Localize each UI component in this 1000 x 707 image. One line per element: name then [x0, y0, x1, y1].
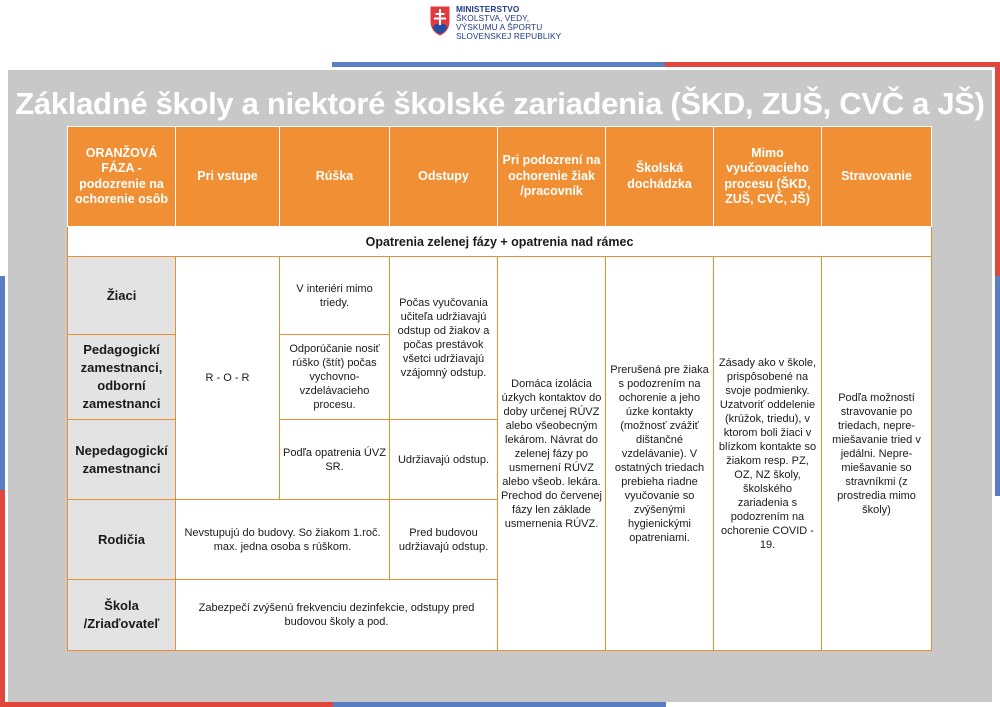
ministry-line-3: VÝSKUMU A ŠPORTU — [456, 22, 543, 32]
row-label-parents: Rodičia — [68, 500, 176, 580]
header-masks: Rúška — [280, 127, 390, 227]
cell-masks-teachers: Odporúčanie nosiť rúško (štít) počas vychovno-vzdelávacieho procesu. — [280, 335, 390, 420]
cell-masks-nonteaching: Podľa opatrenia ÚVZ SR. — [280, 420, 390, 500]
decor-stripe-bottom-red — [0, 702, 333, 707]
cell-masks-pupils: V interiéri mimo triedy. — [280, 257, 390, 335]
cell-distance-pupils-teachers: Počas vyučovania učiteľa udržiavajú odstup od žiakov a počas prestávok všetci udržiavajú vzájomný odstup. — [390, 257, 498, 420]
measures-table — [67, 126, 932, 651]
header-dining: Stravovanie — [822, 127, 932, 227]
cell-dining: Podľa možností stravovanie po triedach, nepre-miešavanie tried v jedálni. Nepre-miešavanie so stravníkmi (z prostredia mimo školy) — [822, 257, 932, 651]
cell-attendance: Prerušená pre žiaka s podozrením na ochorenie a jeho úzke kontakty (možnosť zvážiť dištančné vzdelávanie). V ostatných triedach prebieha riadne vyučovanie so zvýšenými hygienickými opatreniami. — [606, 257, 714, 651]
cell-parents-distance: Pred budovou udržiavajú odstup. — [390, 500, 498, 580]
header-distance: Odstupy — [390, 127, 498, 227]
ministry-line-1: MINISTERSTVO — [456, 4, 520, 14]
green-phase-band: Opatrenia zelenej fázy + opatrenia nad rámec — [68, 227, 932, 257]
decor-stripe-right-blue — [995, 276, 1000, 496]
cell-entry-staff: R - O - R — [176, 257, 280, 500]
slovak-coat-of-arms-icon — [429, 5, 451, 37]
decor-stripe-top-blue — [332, 62, 665, 67]
cell-parents-entry: Nevstupujú do budovy. So žiakom 1.roč. max. jedna osoba s rúškom. — [176, 500, 390, 580]
ministry-name — [456, 5, 561, 41]
header-outside: Mimo vyučovacieho procesu (ŠKD, ZUŠ, CVČ, JŠ) — [714, 127, 822, 227]
header-phase: ORANŽOVÁ FÁZA - podozrenie na ochorenie osôb — [68, 127, 176, 227]
row-label-teachers: Pedagogickí zamestnanci, odborní zamestnanci — [68, 335, 176, 420]
cell-distance-nonteaching: Udržiavajú odstup. — [390, 420, 498, 500]
ministry-line-2: ŠKOLSTVA, VEDY, — [456, 13, 530, 23]
row-label-nonteaching: Nepedagogickí zamestnanci — [68, 420, 176, 500]
page-title: Základné školy a niektoré školské zariadenia (ŠKD, ZUŠ, CVČ a JŠ) — [15, 86, 985, 121]
decor-stripe-left-blue — [0, 276, 5, 490]
header-entry: Pri vstupe — [176, 127, 280, 227]
decor-stripe-top-red — [665, 62, 1000, 67]
cell-school: Zabezpečí zvýšenú frekvenciu dezinfekcie, odstupy pred budovou školy a pod. — [176, 580, 498, 651]
header-suspicion: Pri podozrení na ochorenie žiak /pracovník — [498, 127, 606, 227]
decor-stripe-left-red — [0, 490, 5, 707]
cell-outside: Zásady ako v škole, prispôsobené na svoje podmienky. Uzatvoriť oddelenie (krúžok, triedu), v ktorom boli žiaci v blízkom kontakte so žiakom resp. PZ, OZ, NZ školy, školského zariadenia s podozrením na ochorenie COVID - 19. — [714, 257, 822, 651]
row-label-school: Škola /Zriaďovateľ — [68, 580, 176, 651]
cell-suspicion: Domáca izolácia úzkych kontaktov do doby určenej RÚVZ alebo všeobecným lekárom. Návrat do zelenej fázy po usmernení RÚVZ alebo všeob. lekára. Prechod do červenej fázy len základe usmernenia RÚVZ. — [498, 257, 606, 651]
ministry-logo — [429, 5, 561, 41]
header-attendance: Školská dochádzka — [606, 127, 714, 227]
decor-stripe-bottom-blue — [333, 702, 666, 707]
ministry-line-4: SLOVENSKEJ REPUBLIKY — [456, 31, 562, 41]
row-label-pupils: Žiaci — [68, 257, 176, 335]
